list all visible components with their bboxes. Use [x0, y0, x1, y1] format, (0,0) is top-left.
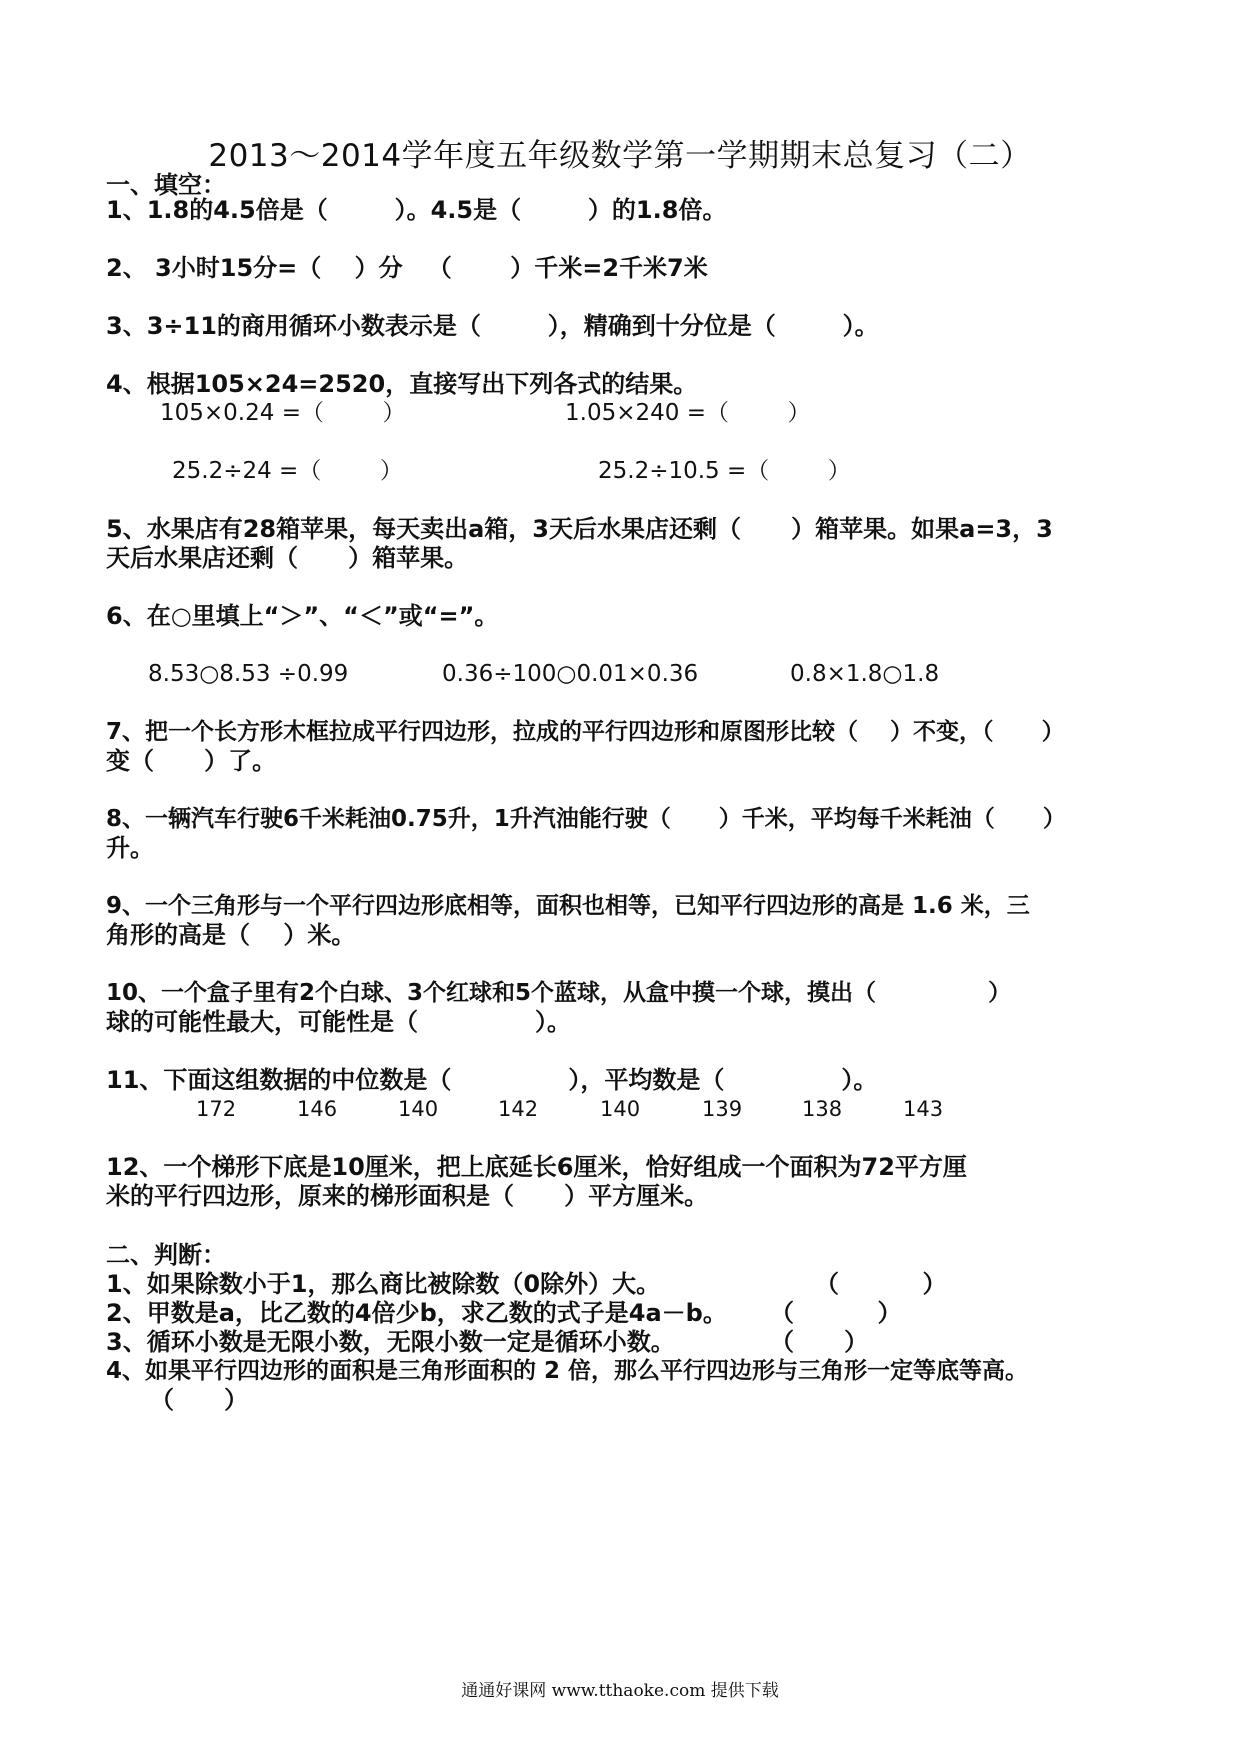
- question-4d: 25.2÷10.5 =（ ）: [598, 458, 851, 484]
- question-4a: 105×0.24 =（ ）: [160, 400, 406, 426]
- judge-1: 1、如果除数小于1，那么商比被除数（0除外）大。: [106, 1270, 661, 1298]
- question-6a: 8.53○8.53 ÷0.99: [148, 661, 349, 687]
- question-10-line1: 10、一个盒子里有2个白球、3个红球和5个蓝球，从盒中摸一个球，摸出（ ）: [106, 980, 1012, 1006]
- data-number: 143: [903, 1097, 944, 1121]
- data-number: 139: [702, 1097, 743, 1121]
- section-heading-fill: 一、填空：: [106, 171, 226, 199]
- judge-2-answer-box: （ ）: [770, 1299, 902, 1327]
- question-6c: 0.8×1.8○1.8: [790, 661, 940, 687]
- question-12-line1: 12、一个梯形下底是10厘米，把上底延长6厘米，恰好组成一个面积为72平方厘: [106, 1153, 967, 1181]
- data-number: 172: [196, 1097, 237, 1121]
- question-8-line2: 升。: [106, 834, 154, 862]
- data-number: 138: [802, 1097, 843, 1121]
- question-8-line1: 8、一辆汽车行驶6千米耗油0.75升，1升汽油能行驶（ ）千米，平均每千米耗油（ ）: [106, 806, 1066, 832]
- judge-3: 3、循环小数是无限小数，无限小数一定是循环小数。: [106, 1328, 675, 1356]
- judge-3-answer-box: （ ）: [770, 1328, 869, 1356]
- question-11: 11、下面这组数据的中位数是（ ），平均数是（ ）。: [106, 1066, 878, 1094]
- data-number: 140: [600, 1097, 641, 1121]
- worksheet-title: 2013～2014学年度五年级数学第一学期期末总复习（二）: [208, 138, 1032, 174]
- question-5-line2: 天后水果店还剩（ ）箱苹果。: [106, 544, 469, 572]
- question-5-line1: 5、水果店有28箱苹果，每天卖出a箱，3天后水果店还剩（ ）箱苹果。如果a=3，3: [106, 515, 1053, 543]
- question-2: 2、 3小时15分=（ ）分 （ ）千米=2千米7米: [106, 254, 708, 282]
- question-1: 1、1.8的4.5倍是（ ）。4.5是（ ）的1.8倍。: [106, 196, 727, 224]
- question-10-line2: 球的可能性最大，可能性是（ ）。: [106, 1008, 571, 1036]
- question-9-line1: 9、一个三角形与一个平行四边形底相等，面积也相等，已知平行四边形的高是 1.6 米，三: [106, 893, 1030, 919]
- question-3: 3、3÷11的商用循环小数表示是（ ），精确到十分位是（ ）。: [106, 312, 879, 340]
- question-4b: 1.05×240 =（ ）: [565, 400, 811, 426]
- judge-2: 2、甲数是a，比乙数的4倍少b，求乙数的式子是4a－b。: [106, 1299, 727, 1327]
- data-number: 140: [398, 1097, 439, 1121]
- judge-4-answer-box: （ ）: [150, 1386, 249, 1414]
- question-6b: 0.36÷100○0.01×0.36: [442, 661, 699, 687]
- question-9-line2: 角形的高是（ ）米。: [106, 921, 356, 949]
- question-7-line1: 7、把一个长方形木框拉成平行四边形，拉成的平行四边形和原图形比较（ ）不变，（ ）: [106, 719, 1065, 745]
- judge-4: 4、如果平行四边形的面积是三角形面积的 2 倍，那么平行四边形与三角形一定等底等高。: [106, 1358, 1029, 1384]
- question-4: 4、根据105×24=2520，直接写出下列各式的结果。: [106, 370, 698, 398]
- question-7-line2: 变（ ）了。: [106, 747, 277, 775]
- section-heading-judge: 二、判断：: [106, 1241, 226, 1269]
- question-6: 6、在○里填上“＞”、“＜”或“=”。: [106, 602, 499, 630]
- data-number: 142: [498, 1097, 539, 1121]
- footer-source: 通通好课网 www.tthaoke.com 提供下载: [461, 1681, 779, 1701]
- question-12-line2: 米的平行四边形，原来的梯形面积是（ ）平方厘米。: [106, 1182, 709, 1210]
- data-number: 146: [297, 1097, 338, 1121]
- question-4c: 25.2÷24 =（ ）: [172, 458, 403, 484]
- judge-1-answer-box: （ ）: [815, 1270, 947, 1298]
